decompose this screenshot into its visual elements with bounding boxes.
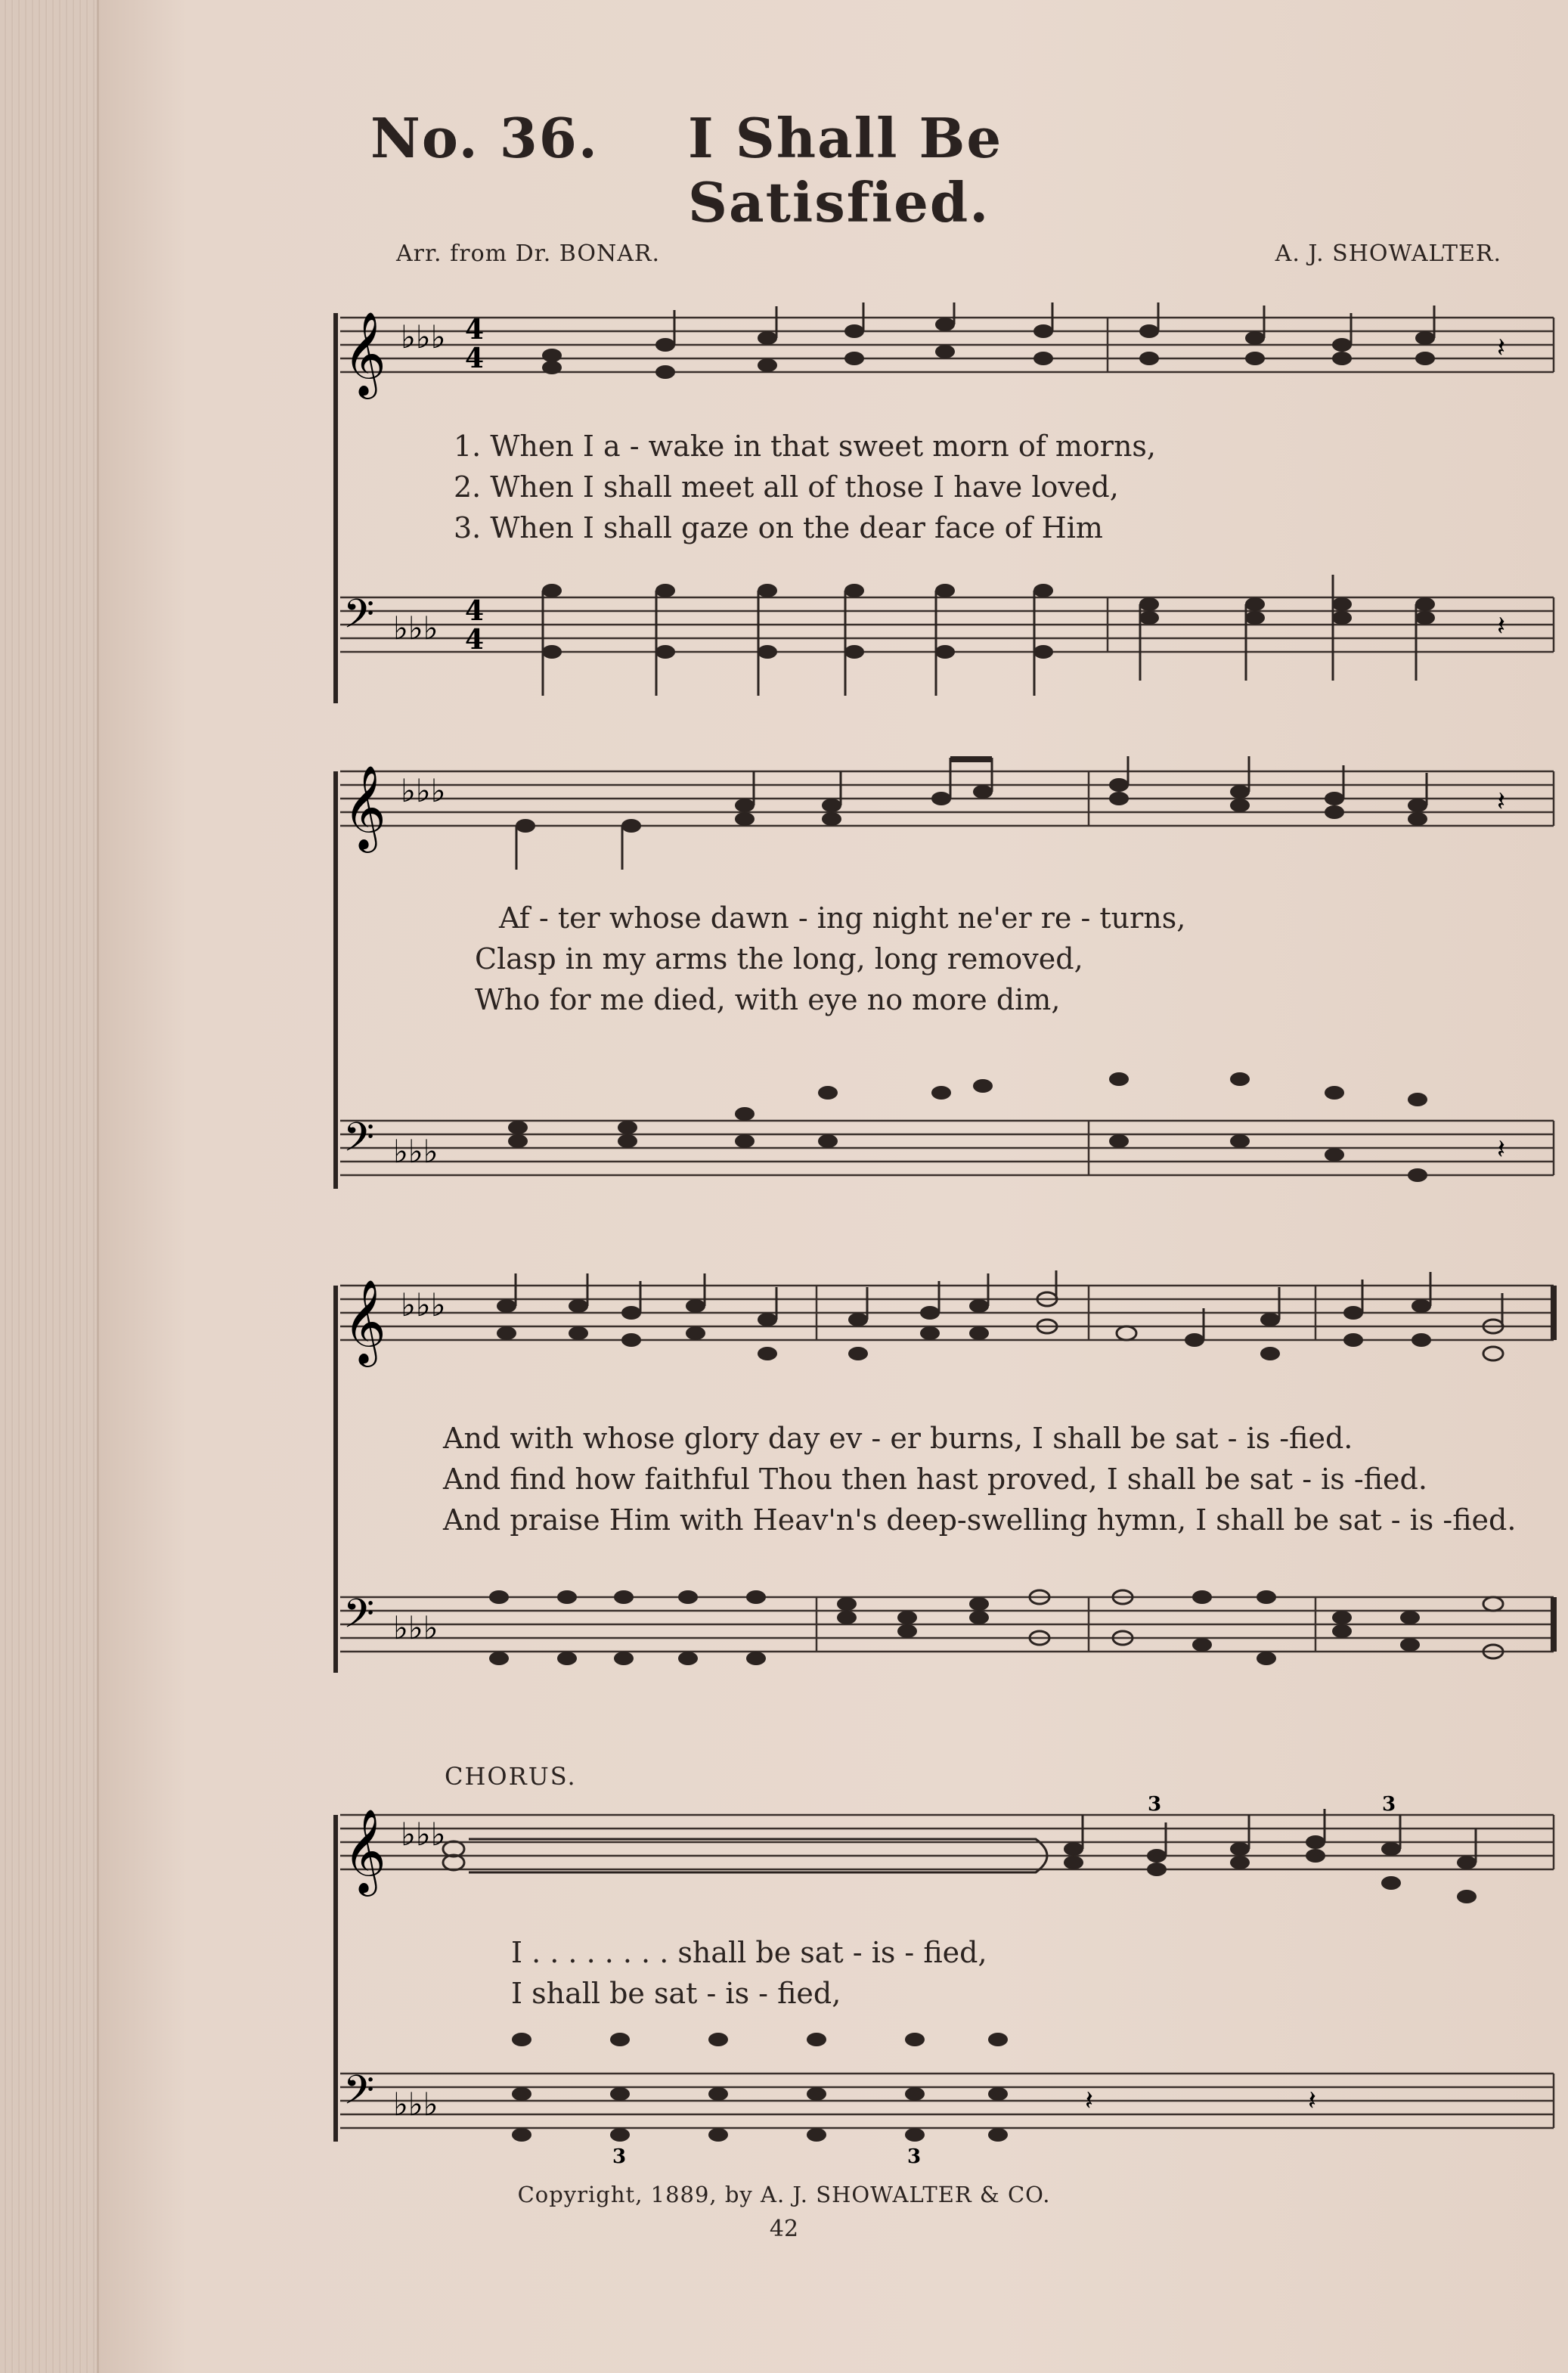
lyric-line: 1. When I a - wake in that sweet morn of morns,	[454, 430, 1157, 463]
treble-clef-icon: 𝄞	[343, 311, 386, 395]
svg-text:♭♭♭: ♭♭♭	[393, 1609, 438, 1646]
page-edge	[0, 0, 99, 2373]
music-credit: A. J. SHOWALTER.	[1275, 240, 1501, 267]
lyric-line: And praise Him with Heav'n's deep-swelling hymn, I shall be sat - is -fied.	[443, 1503, 1517, 1537]
svg-text:𝄢: 𝄢	[343, 1115, 375, 1171]
triplet-mark: 3	[612, 2145, 627, 2168]
svg-text:♭♭♭: ♭♭♭	[393, 1133, 438, 1170]
words-credit: Arr. from Dr. BONAR.	[396, 240, 661, 267]
svg-text:♭♭♭: ♭♭♭	[393, 2086, 438, 2123]
svg-text:♭♭♭: ♭♭♭	[401, 318, 446, 355]
svg-text:4: 4	[465, 314, 485, 346]
lyric-line: 3. When I shall gaze on the dear face of Him	[454, 511, 1103, 544]
svg-text:𝄽: 𝄽	[1497, 611, 1506, 642]
svg-text:𝄽: 𝄽	[1308, 2086, 1317, 2117]
svg-text:𝄞: 𝄞	[343, 1279, 386, 1363]
svg-text:4: 4	[465, 624, 485, 656]
lyric-line: Af - ter whose dawn - ing night ne'er re - turns,	[499, 901, 1186, 935]
lyric-line: I shall be sat - is - fied,	[511, 1977, 841, 2010]
svg-text:4: 4	[465, 595, 485, 627]
hymn-title: I Shall Be Satisfied.	[688, 106, 1003, 234]
svg-text:♭♭♭: ♭♭♭	[393, 610, 438, 647]
svg-text:♭♭♭: ♭♭♭	[401, 1286, 446, 1323]
svg-text:𝄽: 𝄽	[1497, 333, 1506, 364]
lyric-line: And find how faithful Thou then hast proved, I shall be sat - is -fied.	[443, 1463, 1427, 1496]
svg-text:𝄽: 𝄽	[1085, 2086, 1094, 2117]
music-system-1	[333, 302, 1557, 711]
lyric-line: 2. When I shall meet all of those I have loved,	[454, 470, 1119, 504]
lyric-line: I . . . . . . . . shall be sat - is - fied,	[511, 1936, 987, 1969]
hymn-title-row	[370, 106, 1278, 234]
copyright-notice: Copyright, 1889, by A. J. SHOWALTER & CO.	[517, 2182, 1051, 2207]
svg-text:4: 4	[465, 343, 485, 374]
page-number: 42	[769, 2216, 799, 2242]
svg-text:𝄞: 𝄞	[343, 765, 386, 849]
lyric-line: Who for me died, with eye no more dim,	[475, 983, 1061, 1016]
triplet-mark: 3	[1148, 1793, 1162, 1816]
svg-text:𝄽: 𝄽	[1497, 786, 1506, 817]
svg-text:𝄽: 𝄽	[1497, 1134, 1506, 1165]
svg-text:♭♭♭: ♭♭♭	[401, 772, 446, 809]
lyric-line: And with whose glory day ev - er burns, I shall be sat - is -fied.	[443, 1422, 1353, 1455]
hymn-number: No. 36.	[370, 106, 599, 170]
svg-text:𝄞: 𝄞	[343, 1808, 386, 1893]
chorus-label: CHORUS.	[445, 1762, 577, 1791]
svg-text:𝄢: 𝄢	[343, 2067, 375, 2123]
bass-clef-icon: 𝄢	[343, 591, 375, 647]
triplet-mark: 3	[907, 2145, 922, 2168]
svg-text:𝄢: 𝄢	[343, 1591, 375, 1647]
lyric-line: Clasp in my arms the long, long removed,	[475, 942, 1083, 976]
svg-text:♭♭♭: ♭♭♭	[401, 1816, 446, 1853]
triplet-mark: 3	[1382, 1793, 1396, 1816]
